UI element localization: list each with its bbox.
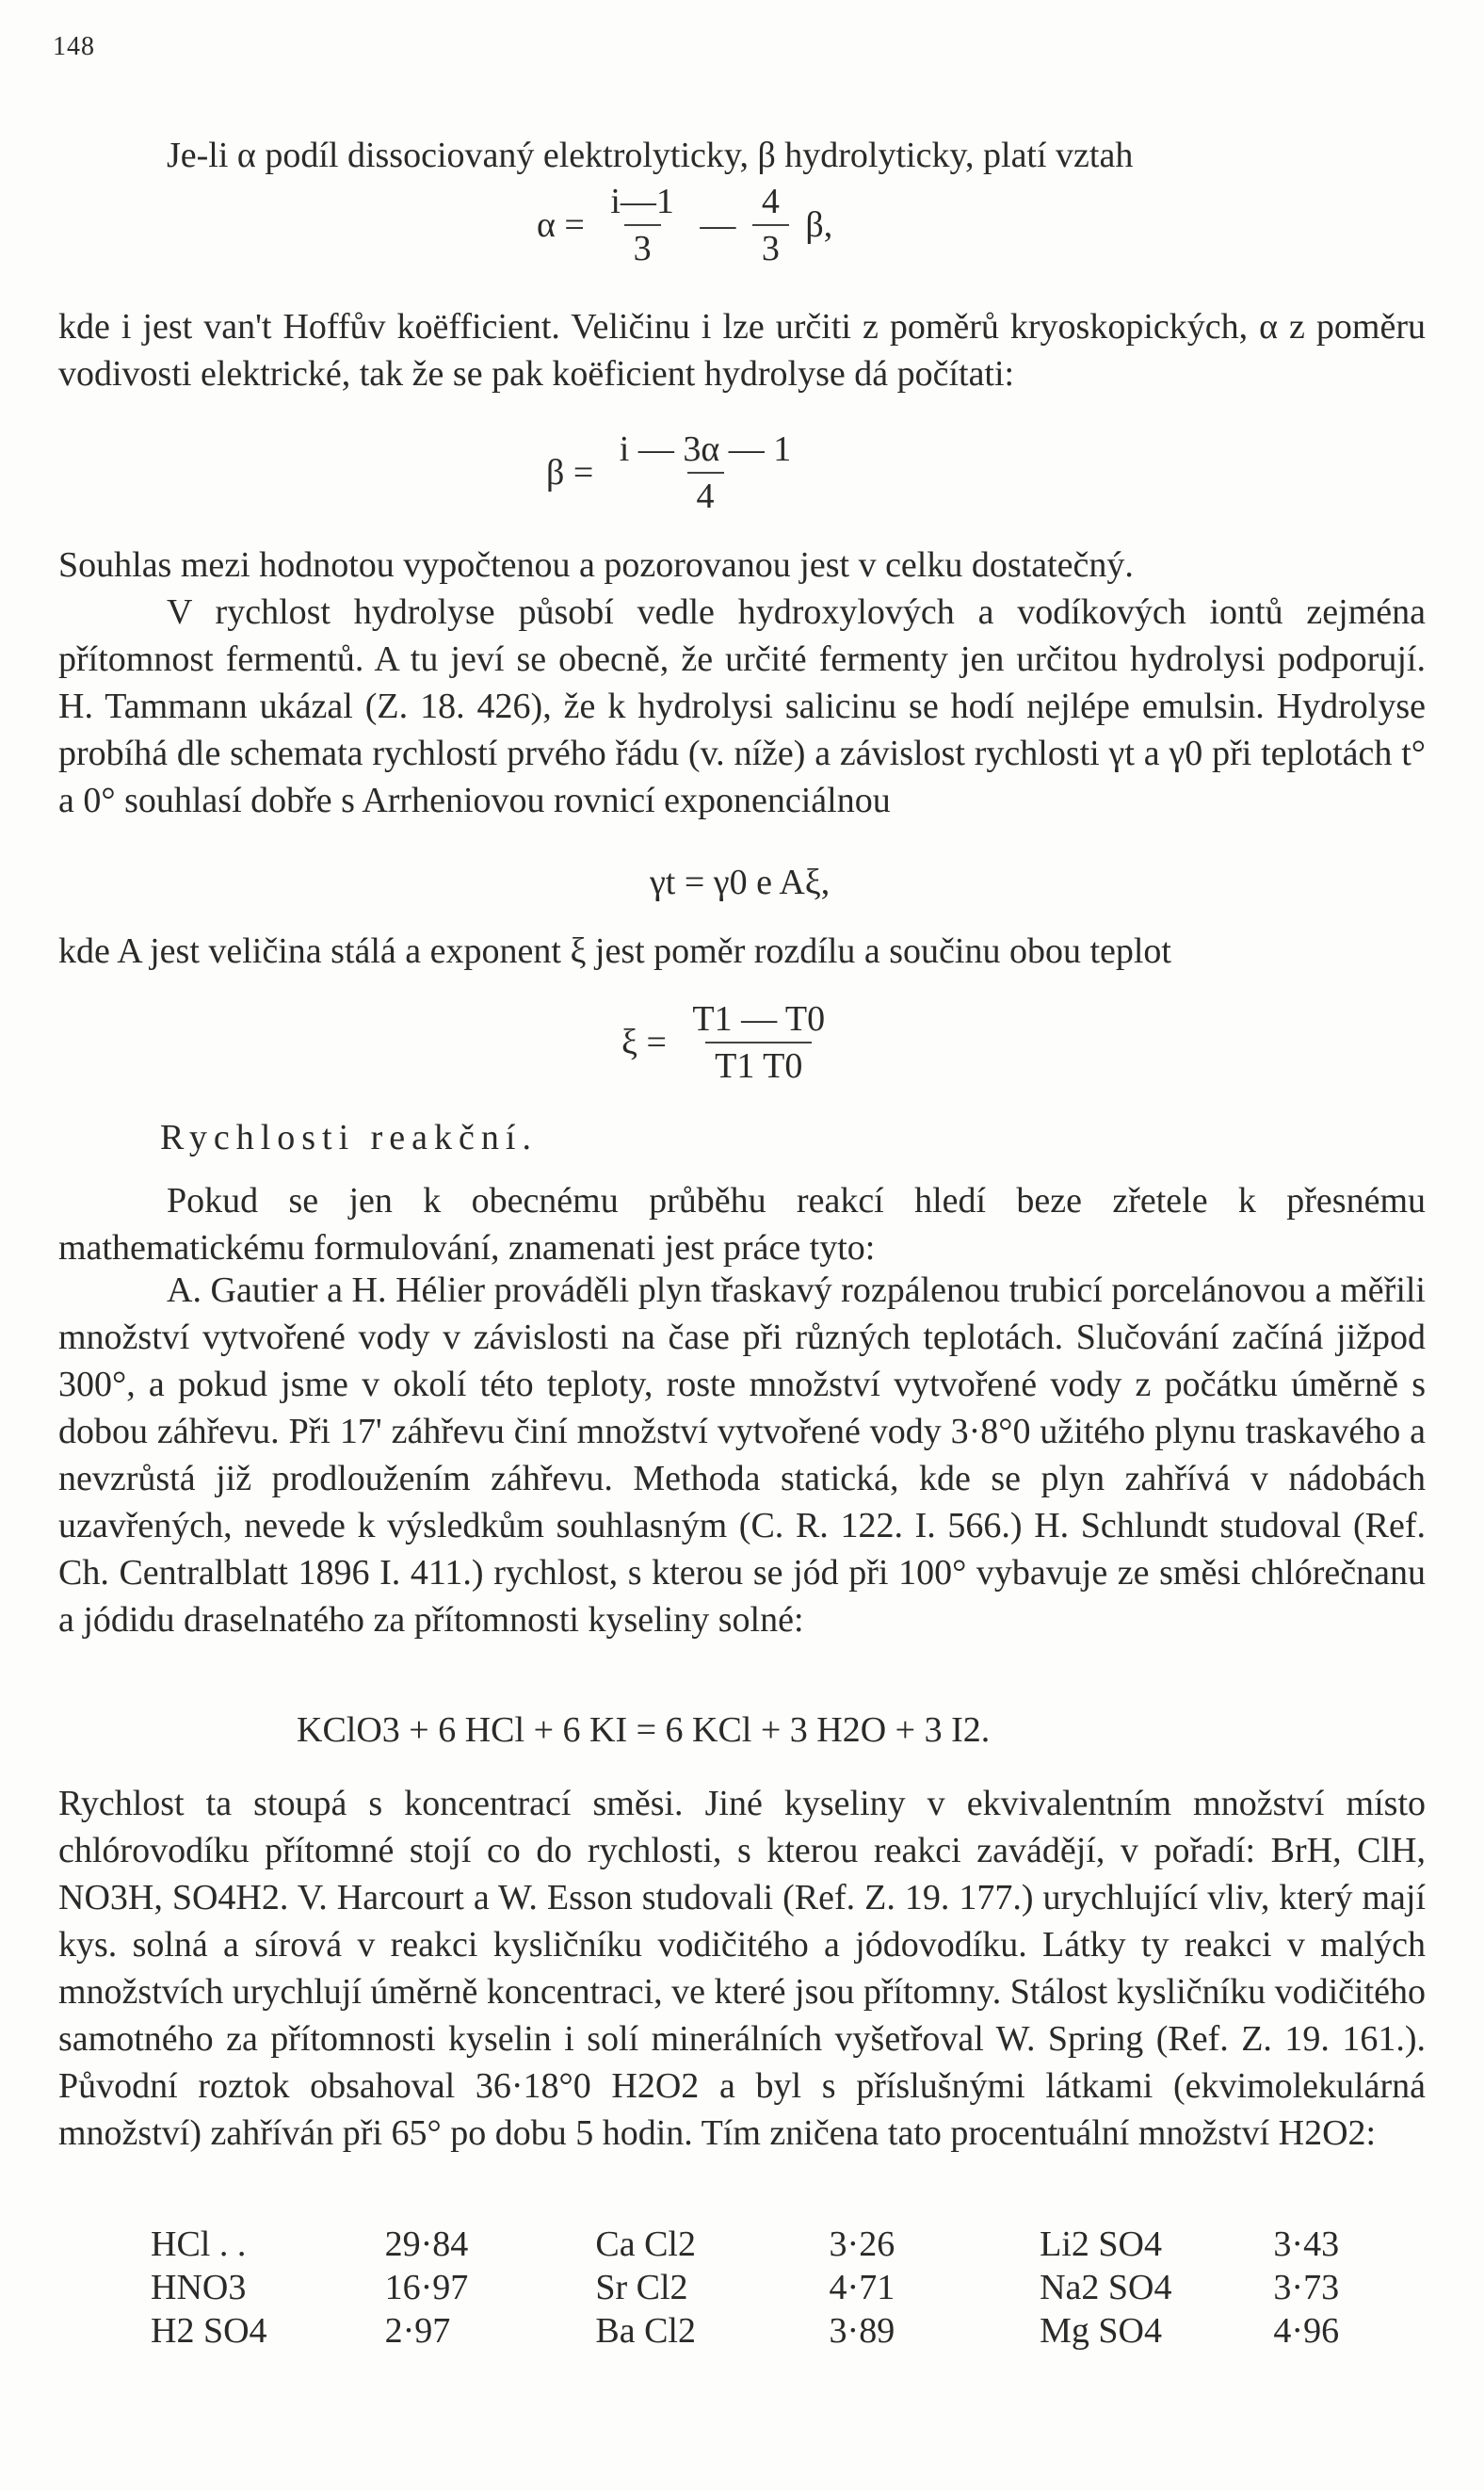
eq2-fraction — [610, 429, 800, 517]
table-cell: Li2 SO4 — [1040, 2224, 1162, 2264]
table-cell: 3·26 — [829, 2224, 895, 2264]
table-cell: HNO3 — [151, 2268, 247, 2307]
intro-text: Je-li α podíl dissociovaný elektrolyticky, β hydrolyticky, platí vztah — [167, 136, 1134, 175]
paragraph-exponent: kde A jest veličina stálá a exponent ξ jest poměr rozdílu a součinu obou teplot — [58, 931, 1171, 971]
table-cell: 4·71 — [829, 2268, 895, 2307]
equation-xi — [621, 998, 842, 1087]
table-cell: Ba Cl2 — [595, 2311, 696, 2351]
equation-alpha — [537, 181, 832, 269]
table-cell: 3·73 — [1273, 2268, 1340, 2307]
table-cell: Sr Cl2 — [595, 2268, 688, 2307]
eq1-f1-numerator: i—1 — [610, 182, 674, 221]
section-heading: Rychlosti reakční. — [160, 1118, 538, 1157]
equation-arrhenius: γt = γ0 e Aξ, — [650, 863, 831, 902]
eq2-lhs: β = — [546, 453, 594, 493]
eq4-denominator: T1 T0 — [705, 1042, 812, 1087]
paragraph-agreement: Souhlas mezi hodnotou vypočtenou a pozorovanou jest v celku dostatečný. — [58, 545, 1134, 585]
table-cell: H2 SO4 — [151, 2311, 267, 2351]
eq1-suffix: β, — [805, 205, 833, 245]
table-cell: 16·97 — [384, 2268, 469, 2307]
paragraph-vant-hoff: kde i jest van't Hoffův koëfficient. Veličinu i lze určiti z poměrů kryoskopických, α z poměru vodivosti elektrické, tak že se pak koëficient hydrolyse dá počítati: — [58, 307, 1426, 394]
paragraph-reaction-intro: Pokud se jen k obecnému průběhu reakcí hledí beze zřetele k přesnému mathematickému formulování, znamenati jest práce tyto: — [58, 1181, 1426, 1268]
table-cell: Mg SO4 — [1040, 2311, 1162, 2351]
page-number: 148 — [53, 32, 95, 61]
eq1-f2-numerator: 4 — [761, 182, 780, 221]
eq2-numerator: i — 3α — 1 — [619, 429, 792, 469]
paragraph-harcourt-spring: Rychlost ta stoupá s koncentrací směsi. Jiné kyseliny v ekvivalentním množství místo chlórovodíku přítomné stojí co do rychlosti, s kterou reakci zavádějí, v pořadí: BrH, ClH, NO3H, SO4H2. V. Harcourt a W. Esson studovali (Ref. Z. 19. 177.) urychlující vliv, který mají kys. solná a sírová v reakci kysličníku vodičitého a jódovodíku. Látky ty reakci v malých množstvích urychlují úměrně koncentraci, ve které jsou přítomny. Stálost kysličníku vodičitého samotného za přítomnosti kyselin i solí minerálních vyšetřoval W. Spring (Ref. Z. 19. 161.). Původní roztok obsahoval 36·18°0 H2O2 a byl s příslušnými látkami (ekvimolekulárná množství) zahříván při 65° po dobu 5 hodin. Tím zničena tato procentuální množství H2O2: — [58, 1784, 1426, 2153]
table-cell: 3·89 — [829, 2311, 895, 2351]
eq1-fraction-2 — [752, 181, 789, 269]
paragraph-gautier-helier: A. Gautier a H. Hélier prováděli plyn třaskavý rozpálenou trubicí porcelánovou a měřili množství vytvořené vody v závislosti na čase při různých teplotách. Slučování začíná jižpod 300°, a pokud jsme v okolí této teploty, roste množství vytvořené vody z počátku úměrně s dobou záhřevu. Při 17' záhřevu činí množství vytvořené vody 3·8°0 užitého plynu traskavého a nevzrůstá již prodloužením záhřevu. Methoda statická, kde se plyn zahřívá v nádobách uzavřených, nevede k výsledkům souhlasným (C. R. 122. I. 566.) H. Schlundt studoval (Ref. Ch. Centralblatt 1896 I. 411.) rychlost, s kterou se jód při 100° vybavuje ze směsi chlórečnanu a jódidu draselnatého za přítomnosti kyseliny solné: — [58, 1270, 1426, 1640]
eq1-fraction-1 — [601, 181, 684, 269]
eq4-lhs: ξ = — [621, 1023, 667, 1062]
equation-beta — [546, 429, 808, 517]
eq1-minus: — — [700, 205, 736, 245]
table-row — [151, 2223, 1484, 2266]
eq1-f2-denominator: 3 — [752, 224, 789, 269]
eq4-numerator: T1 — T0 — [692, 999, 826, 1039]
eq2-denominator: 4 — [687, 472, 724, 517]
table-cell: 3·43 — [1273, 2224, 1340, 2264]
decomposition-table — [151, 2223, 1484, 2353]
equation-chlorate: KClO3 + 6 HCl + 6 KI = 6 KCl + 3 H2O + 3 I2. — [297, 1710, 991, 1750]
table-cell: HCl . . — [151, 2224, 247, 2264]
eq4-fraction — [683, 998, 834, 1087]
table-cell: Na2 SO4 — [1040, 2268, 1172, 2307]
eq1-f1-denominator: 3 — [624, 224, 661, 269]
eq1-lhs: α = — [537, 205, 585, 245]
paragraph-hydrolysis: V rychlost hydrolyse působí vedle hydroxylových a vodíkových iontů zejména přítomnost fermentů. A tu jeví se obecně, že určité fermenty jen určitou hydrolysi podporují. H. Tammann ukázal (Z. 18. 426), že k hydrolysi salicinu se hodí nejlépe emulsin. Hydrolyse probíhá dle schemata rychlostí prvého řádu (v. níže) a závislost rychlosti γt a γ0 při teplotách t° a 0° souhlasí dobře s Arrheniovou rovnicí exponenciálnou — [58, 592, 1426, 820]
table-cell: 2·97 — [384, 2311, 451, 2351]
table-cell: 29·84 — [384, 2224, 469, 2264]
table-cell: Ca Cl2 — [595, 2224, 696, 2264]
table-row — [151, 2309, 1484, 2353]
table-row — [151, 2266, 1484, 2309]
table-cell: 4·96 — [1273, 2311, 1340, 2351]
